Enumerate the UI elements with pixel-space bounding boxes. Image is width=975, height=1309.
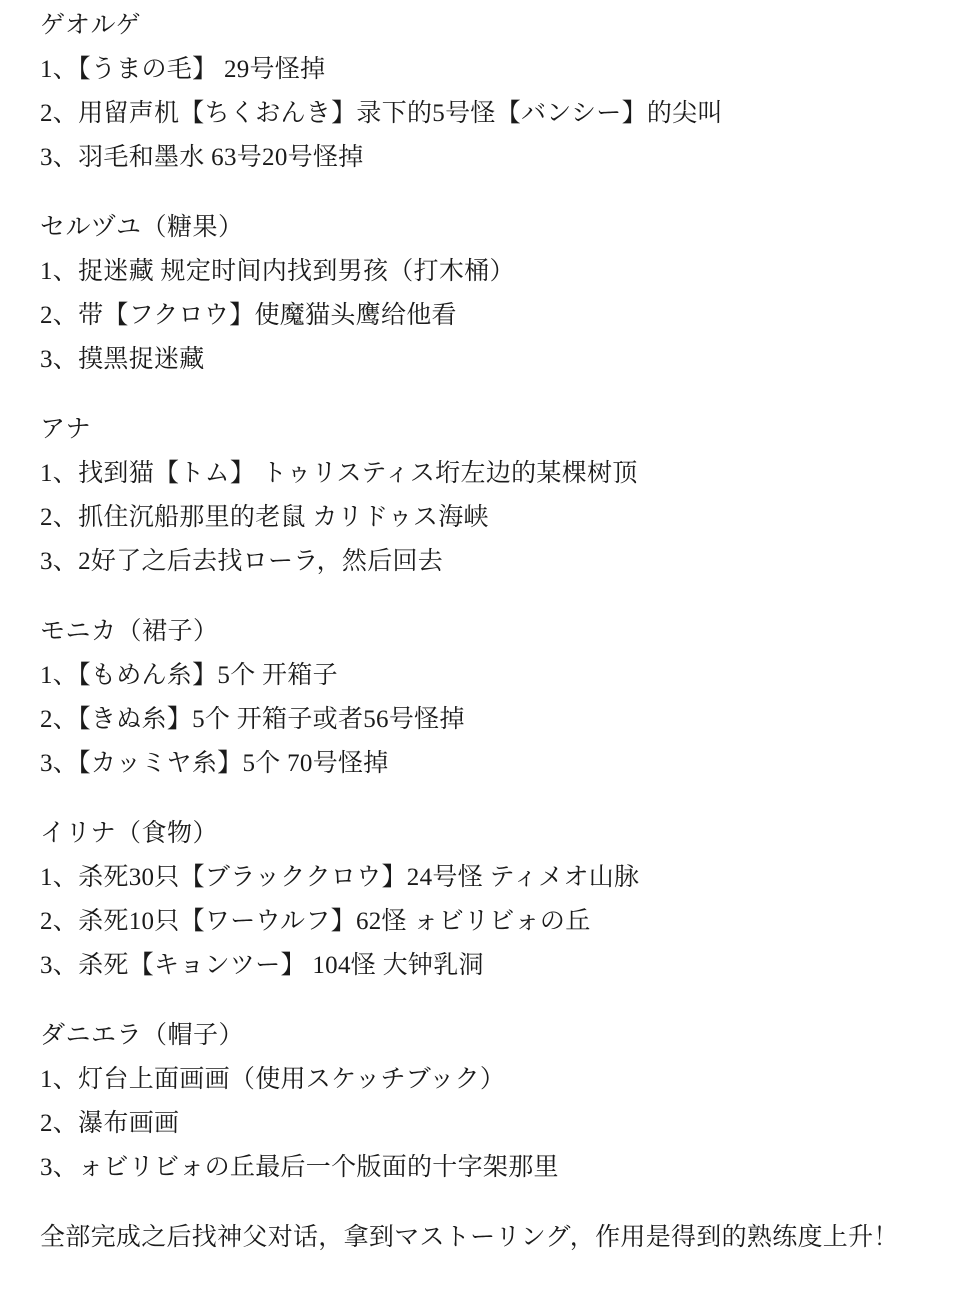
quest-line: 2、瀑布画画 xyxy=(40,1110,180,1137)
quest-line: 2、用留声机【ちくおんき】录下的5号怪【バンシー】的尖叫 xyxy=(40,100,723,127)
quest-section xyxy=(40,610,947,786)
quest-line: 2、杀死10只【ワーウルフ】62怪 ォビリビォの丘 xyxy=(40,908,591,935)
section-title: ゲオルゲ xyxy=(40,12,142,39)
quest-section xyxy=(40,4,947,180)
quest-line: 1、灯台上面画画（使用スケッチブック） xyxy=(40,1066,506,1093)
section-title: セルヅユ（糖果） xyxy=(40,214,244,241)
quest-line: 3、2好了之后去找ローラ，然后回去 xyxy=(40,548,444,575)
quest-line: 1、捉迷藏 规定时间内找到男孩（打木桶） xyxy=(40,258,515,285)
quest-line: 3、【カッミヤ糸】5个 70号怪掉 xyxy=(40,750,389,777)
quest-line: 3、摸黑捉迷藏 xyxy=(40,346,205,373)
section-title: ダニエラ（帽子） xyxy=(40,1022,245,1049)
quest-section xyxy=(40,1014,947,1190)
quest-line: 1、找到猫【トム】 トゥリスティス垳左边的某棵树顶 xyxy=(40,460,638,487)
quest-line: 1、【うまの毛】 29号怪掉 xyxy=(40,56,326,83)
quest-line: 3、杀死【キョンツー】 104怪 大钟乳洞 xyxy=(40,952,484,979)
section-title: イリナ（食物） xyxy=(40,820,219,847)
quest-line: 2、【きぬ糸】5个 开箱子或者56号怪掉 xyxy=(40,706,465,733)
quest-line: 1、杀死30只【ブラッククロウ】24号怪 ティメオ山脉 xyxy=(40,864,640,891)
section-title: アナ xyxy=(40,416,92,443)
quest-section xyxy=(40,206,947,382)
quest-line: 3、羽毛和墨水 63号20号怪掉 xyxy=(40,144,364,171)
quest-line: 2、抓住沉船那里的老鼠 カリドゥス海峡 xyxy=(40,504,489,531)
quest-line: 2、带【フクロウ】使魔猫头鹰给他看 xyxy=(40,302,457,329)
quest-section xyxy=(40,812,947,988)
quest-line: 1、【もめん糸】5个 开箱子 xyxy=(40,662,338,689)
footer-note: 全部完成之后找神父对话，拿到マストーリング，作用是得到的熟练度上升！ xyxy=(40,1224,899,1251)
section-title: モニカ（裙子） xyxy=(40,618,219,645)
quest-line: 3、ォビリビォの丘最后一个版面的十字架那里 xyxy=(40,1154,559,1181)
quest-section xyxy=(40,408,947,584)
